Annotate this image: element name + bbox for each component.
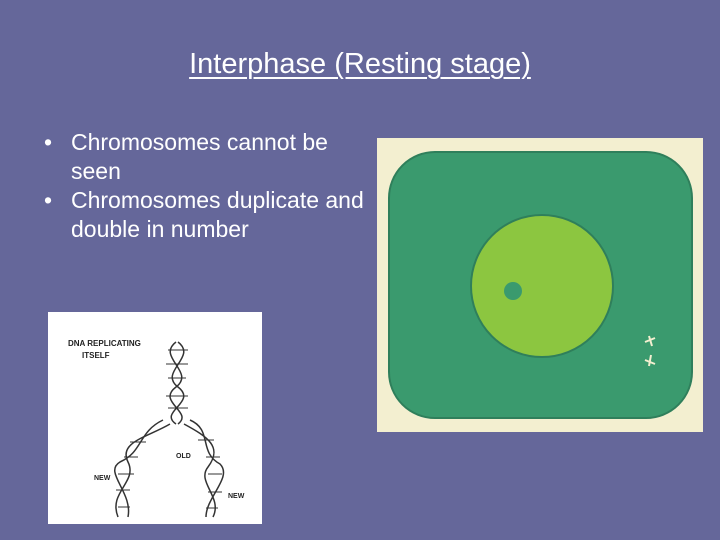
label-old: OLD	[176, 453, 191, 460]
cell-svg	[377, 138, 703, 432]
right-daughter-helix	[184, 420, 224, 517]
bullet-dot: •	[44, 129, 53, 155]
bullet-text: Chromosomes cannot be seen	[71, 129, 328, 184]
caption-line1: DNA REPLICATING	[68, 339, 141, 348]
bullet-list	[44, 128, 364, 244]
nucleus	[471, 215, 613, 357]
cell-diagram	[377, 138, 703, 432]
slide-title: Interphase (Resting stage)	[189, 48, 531, 80]
dna-svg	[48, 312, 262, 524]
bullet-item	[44, 128, 364, 186]
label-new-right: NEW	[228, 493, 245, 500]
bullet-text: Chromosomes duplicate and double in number	[71, 187, 364, 242]
parent-helix	[166, 342, 188, 424]
nucleolus	[504, 282, 522, 300]
dna-replication-diagram	[48, 312, 262, 524]
bullet-dot: •	[44, 187, 53, 213]
caption-line2: ITSELF	[82, 351, 110, 360]
label-new-left: NEW	[94, 475, 111, 482]
bullet-item	[44, 186, 364, 244]
left-daughter-helix	[115, 420, 170, 517]
